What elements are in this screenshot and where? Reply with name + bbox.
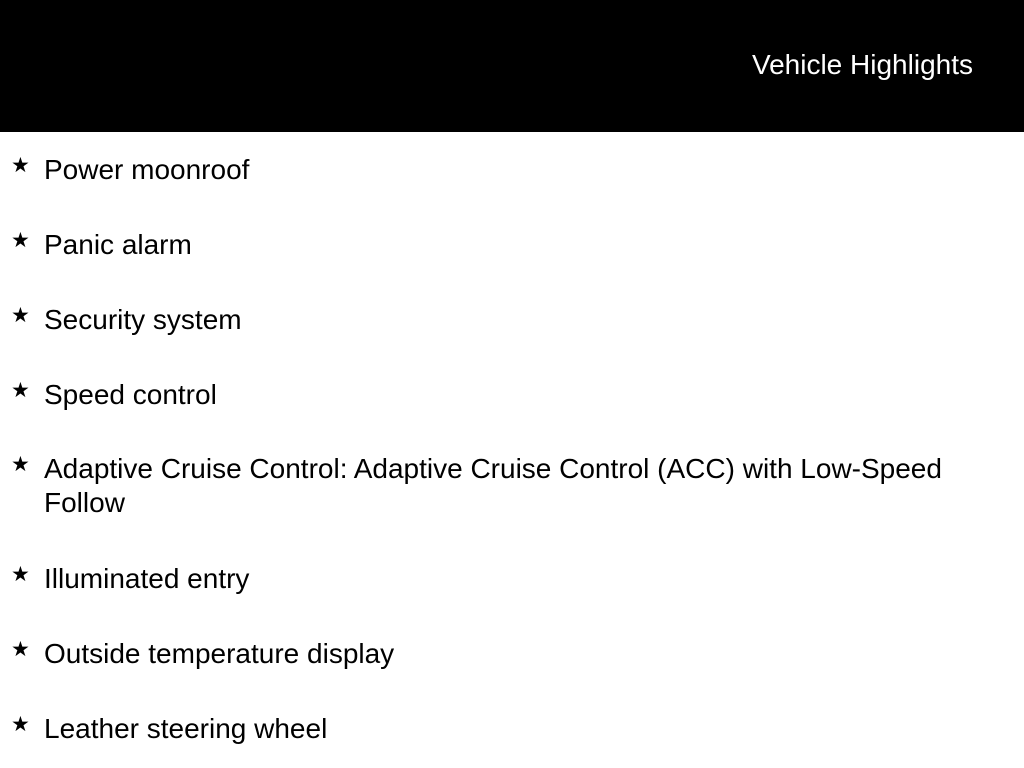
star-icon: ★: [11, 303, 30, 327]
star-icon: ★: [11, 228, 30, 252]
highlight-label: Outside temperature display: [44, 638, 395, 669]
header-bar: [0, 0, 1024, 132]
star-icon: ★: [11, 712, 30, 736]
highlight-label: Leather steering wheel: [44, 713, 328, 744]
highlight-label: Security system: [44, 304, 242, 335]
highlight-label: Adaptive Cruise Control: Adaptive Cruise Control (ACC) with Low-Speed Follow: [44, 453, 942, 518]
highlight-label: Panic alarm: [44, 229, 192, 260]
page-title: Vehicle Highlights: [751, 49, 973, 80]
star-icon: ★: [11, 452, 30, 476]
highlight-label: Power moonroof: [44, 154, 250, 185]
highlight-label: Illuminated entry: [44, 563, 250, 594]
star-icon: ★: [11, 378, 30, 402]
highlight-label: Speed control: [44, 379, 217, 410]
star-icon: ★: [11, 637, 30, 661]
star-icon: ★: [11, 153, 30, 177]
star-icon: ★: [11, 562, 30, 586]
